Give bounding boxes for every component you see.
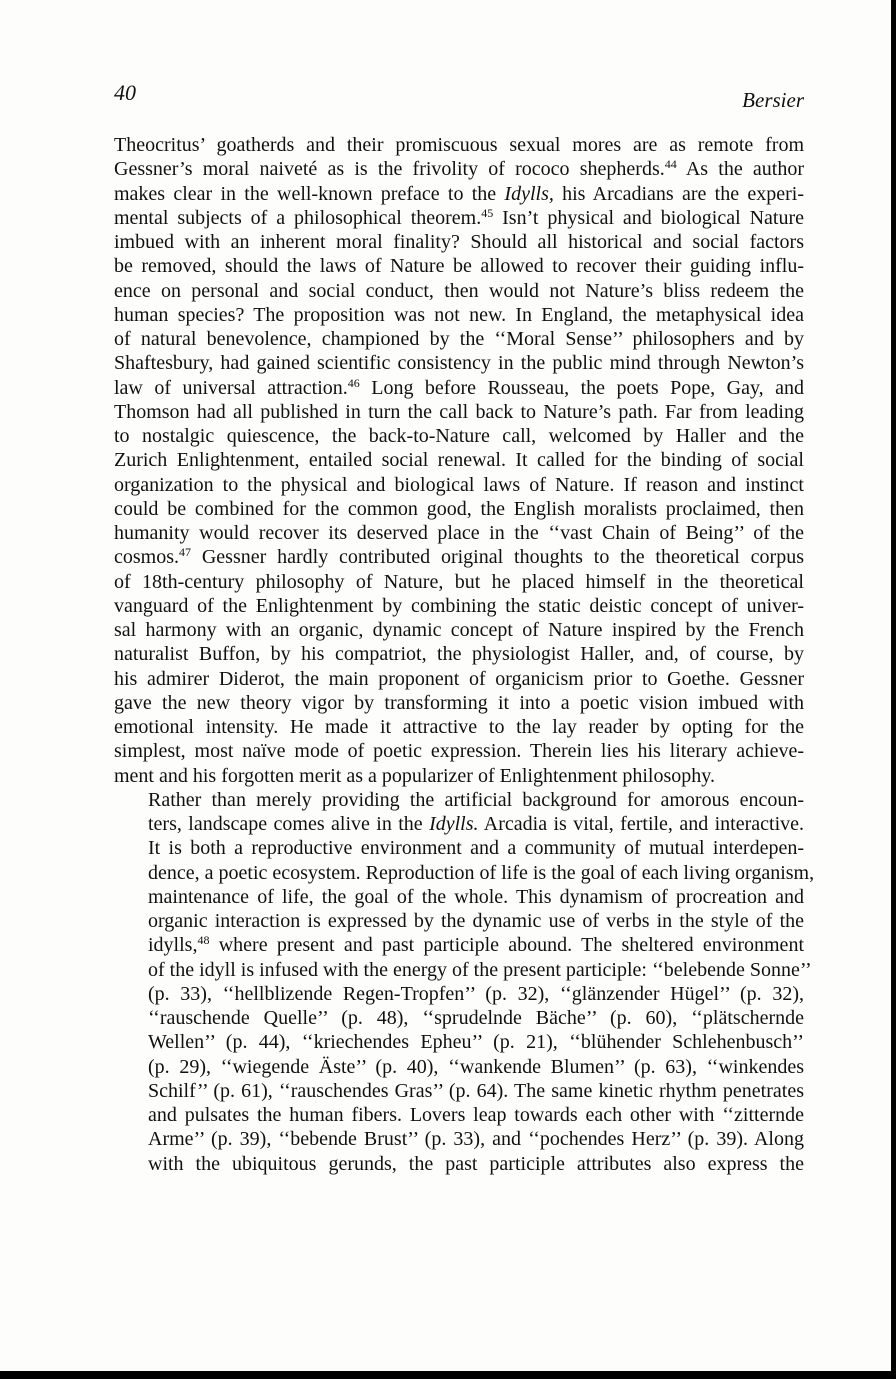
- text-run: could be combined for the common good, the English moralists proclaimed, then: [114, 497, 804, 520]
- text-line: [114, 618, 804, 642]
- text-line: [114, 715, 804, 739]
- text-run: (p. 29), ‘‘wiegende Äste’’ (p. 40), ‘‘wankende Blumen’’ (p. 63), ‘‘winkendes: [148, 1055, 804, 1078]
- page-number: 40: [114, 80, 136, 105]
- text-run: emotional intensity. He made it attractive to the lay reader by opting for the: [114, 716, 804, 738]
- text-run: and pulsates the human fibers. Lovers leap towards each other with ‘‘zitternde: [148, 1104, 804, 1126]
- text-line: [114, 836, 804, 860]
- text-line: [114, 691, 804, 715]
- text-run: makes clear in the well-known preface to the: [114, 182, 505, 205]
- body-text: [114, 133, 815, 1176]
- text-line: [114, 303, 804, 327]
- text-line: [114, 982, 804, 1006]
- text-run: Arme’’ (p. 39), ‘‘bebende Brust’’ (p. 33), and ‘‘pochendes Herz’’ (p. 39). Along: [148, 1128, 804, 1151]
- text-run: organic interaction is expressed by the dynamic use of verbs in the style of the: [148, 910, 804, 932]
- text-line: [114, 182, 804, 206]
- text-run: Gessner’s moral naiveté as is the frivolity of rococo shepherds.: [114, 158, 665, 181]
- running-head: Bersier: [742, 88, 804, 112]
- text-run: vanguard of the Enlightenment by combining the static deistic concept of univer-: [114, 594, 804, 617]
- text-line: [114, 545, 804, 569]
- text-run: ence on personal and social conduct, then would not Nature’s bliss redeem the: [114, 279, 804, 302]
- text-run: naturalist Buffon, by his compatriot, the physiologist Haller, and, of course, by: [114, 643, 804, 666]
- text-run: sal harmony with an organic, dynamic concept of Nature inspired by the French: [114, 619, 804, 641]
- text-line: [114, 351, 804, 375]
- text-line: [114, 667, 804, 691]
- text-line: [114, 424, 804, 448]
- text-line: [114, 521, 804, 545]
- page-header: [114, 80, 804, 120]
- footnote-ref: 47: [179, 545, 191, 560]
- text-run: law of universal attraction.: [114, 376, 348, 399]
- text-run: simplest, most naïve mode of poetic expression. Therein lies his literary achieve-: [114, 740, 804, 763]
- text-run: Gessner hardly contributed original thoughts to the theoretical corpus: [191, 546, 804, 569]
- text-run: human species? The proposition was not new. In England, the metaphysical idea: [114, 303, 804, 326]
- text-run: Isn’t physical and biological Nature: [493, 206, 804, 229]
- text-line: [114, 1030, 804, 1054]
- text-line: [114, 594, 804, 618]
- text-run: organization to the physical and biological laws of Nature. If reason and instinct: [114, 473, 804, 496]
- text-line: [114, 861, 815, 885]
- text-line: [114, 958, 812, 982]
- text-run: mental subjects of a philosophical theorem.: [114, 206, 482, 229]
- text-line: [114, 254, 804, 278]
- text-line: [114, 448, 804, 472]
- text-run: of the idyll is infused with the energy of the present participle: ‘‘belebende Sonne’’: [148, 958, 812, 981]
- text-run: imbued with an inherent moral finality? Should all historical and social factors: [114, 231, 804, 253]
- text-run: Long before Rousseau, the poets Pope, Gay, and: [359, 376, 804, 399]
- text-line: [114, 812, 804, 836]
- text-line: [114, 473, 804, 497]
- text-line: [114, 230, 804, 254]
- text-line: [114, 279, 804, 303]
- text-run: As the author: [676, 158, 805, 181]
- text-run: ters, landscape comes alive in the: [148, 813, 430, 835]
- paragraph-1: [114, 133, 804, 788]
- text-line: [114, 909, 804, 933]
- text-run: maintenance of life, the goal of the whole. This dynamism of procreation and: [148, 885, 804, 908]
- text-run: idylls,: [148, 934, 198, 957]
- text-run: cosmos.: [114, 546, 179, 569]
- footnote-ref: 44: [664, 157, 677, 172]
- text-line: [114, 1152, 804, 1176]
- italic-title: Idylls.: [429, 813, 479, 835]
- text-line: [114, 400, 804, 424]
- text-run: Thomson had all published in turn the call back to Nature’s path. Far from leading: [114, 400, 804, 423]
- text-run: Theocritus’ goatherds and their promiscuous sexual mores are as remote from: [114, 134, 804, 156]
- text-line: [114, 133, 804, 157]
- italic-title: Idylls,: [504, 182, 554, 205]
- footnote-ref: 45: [481, 205, 494, 220]
- text-run: ‘‘rauschende Quelle’’ (p. 48), ‘‘sprudelnde Bäche’’ (p. 60), ‘‘plätschernde: [148, 1007, 804, 1029]
- footnote-ref: 48: [197, 933, 210, 948]
- text-run: gave the new theory vigor by transforming it into a poetic vision imbued with: [114, 691, 804, 714]
- text-line: [114, 497, 804, 521]
- text-line: [114, 933, 804, 957]
- text-line: [114, 1055, 804, 1079]
- text-line: [114, 642, 804, 666]
- text-run: humanity would recover its deserved place in the ‘‘vast Chain of Being’’ of the: [114, 522, 804, 544]
- text-run: dence, a poetic ecosystem. Reproduction of life is the goal of each living organism,: [148, 861, 815, 884]
- text-run: of 18th-century philosophy of Nature, but he placed himself in the theoretical: [114, 570, 804, 593]
- text-run: Arcadia is vital, fertile, and interactive.: [478, 813, 804, 835]
- text-line: [114, 764, 804, 788]
- text-line: [114, 885, 804, 909]
- text-run: ment and his forgotten merit as a popularizer of Enlightenment philosophy.: [114, 764, 715, 787]
- text-run: his admirer Diderot, the main proponent of organicism prior to Goethe. Gessner: [114, 667, 804, 690]
- text-line: [114, 206, 804, 230]
- text-line: [114, 1127, 804, 1151]
- text-run: Schilf’’ (p. 61), ‘‘rauschendes Gras’’ (p. 64). The same kinetic rhythm penetrates: [148, 1079, 804, 1102]
- text-line: [114, 1103, 804, 1127]
- text-line: [114, 376, 804, 400]
- text-run: where present and past participle abound. The sheltered environment: [209, 934, 804, 957]
- text-run: Shaftesbury, had gained scientific consistency in the public mind through Newton’s: [114, 352, 804, 375]
- text-line: [114, 788, 804, 812]
- paragraph-2: [114, 788, 815, 1176]
- text-line: [114, 739, 804, 763]
- text-line: [114, 1079, 804, 1103]
- text-run: with the ubiquitous gerunds, the past participle attributes also express the: [148, 1152, 804, 1175]
- text-run: to nostalgic quiescence, the back-to-Nature call, welcomed by Haller and the: [114, 425, 804, 447]
- text-run: Zurich Enlightenment, entailed social renewal. It called for the binding of social: [114, 449, 804, 472]
- footnote-ref: 46: [347, 375, 360, 390]
- text-run: Wellen’’ (p. 44), ‘‘kriechendes Epheu’’ (p. 21), ‘‘blühender Schlehenbusch’’: [148, 1031, 804, 1054]
- text-line: [114, 570, 804, 594]
- text-run: of natural benevolence, championed by the ‘‘Moral Sense’’ philosophers and by: [114, 328, 804, 350]
- text-run: It is both a reproductive environment and a community of mutual interdepen-: [148, 837, 804, 860]
- text-run: be removed, should the laws of Nature be allowed to recover their guiding influ-: [114, 255, 804, 278]
- text-run: (p. 33), ‘‘hellblizende Regen-Tropfen’’ (p. 32), ‘‘glänzender Hügel’’ (p. 32),: [148, 982, 804, 1005]
- text-run: his Arcadians are the experi-: [553, 182, 804, 205]
- text-line: [114, 1006, 804, 1030]
- text-run: Rather than merely providing the artificial background for amorous encoun-: [148, 788, 804, 811]
- text-line: [114, 157, 804, 181]
- text-line: [114, 327, 804, 351]
